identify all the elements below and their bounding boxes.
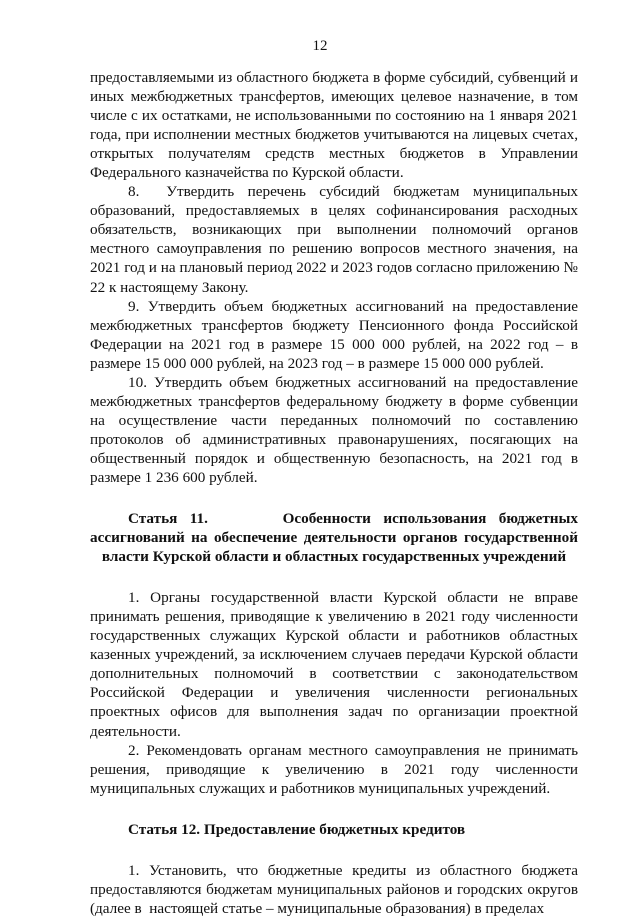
paragraph-10: 10. Утвердить объем бюджетных ассигнований на предоставление межбюджетных трансфертов федеральному бюджету в форме субвенции на осуществление части переданных полномочий по составлению протоколов об административных правонарушениях, посягающих на общественный порядок и общественную безопасность, на 2021 год в размере 1 236 600 рублей.	[90, 373, 578, 486]
document-body	[90, 68, 578, 918]
page-number: 12	[312, 38, 328, 54]
paragraph-8: 8. Утвердить перечень субсидий бюджетам муниципальных образований, предоставляемых в целях софинансирования расходных обязательств, возникающих при выполнении полномочий органов местного самоуправления по решению вопросов местного значения, на 2021 год и на плановый период 2022 и 2023 годов согласно приложению № 22 к настоящему Закону.	[90, 183, 578, 296]
article-12-heading: Статья 12. Предоставление бюджетных кредитов	[128, 820, 466, 838]
paragraph-continuation: предоставляемыми из областного бюджета в форме субсидий, субвенций и иных межбюджетных трансфертов, имеющих целевое назначение, в том числе с их остатками, не использованными по состоянию на 1 января 2021 года, при исполнении местных бюджетов учитываются на лицевых счетах, открытых получателям средств местных бюджетов в Управлении Федерального казначейства по Курской области.	[90, 69, 578, 182]
article-11-heading: Статья 11. Особенности использования бюджетных ассигнований на обеспечение деятельности органов государственной власти Курской области и областных государственных учреждений	[90, 510, 578, 566]
paragraph-9: 9. Утвердить объем бюджетных ассигнований на предоставление межбюджетных трансфертов бюджету Пенсионного фонда Российской Федерации на 2021 год в размере 15 000 000 рублей, на 2022 год – в размере 15 000 000 рублей, на 2023 год – в размере 15 000 000 рублей.	[90, 297, 578, 372]
article-12-paragraph-1: 1. Установить, что бюджетные кредиты из областного бюджета предоставляются бюджетам муниципальных районов и городских округов (далее в настоящей статье – муниципальные образования) в пределах	[90, 861, 578, 917]
article-11-paragraph-1: 1. Органы государственной власти Курской области не вправе принимать решения, приводящие к увеличению в 2021 году численности государственных служащих Курской области и работников областных казенных учреждений, за исключением случаев передачи Курской области дополнительных полномочий в соответствии с законодательством Российской Федерации и увеличения численности региональных проектных офисов для выполнения задач по организации проектной деятельности.	[90, 589, 578, 740]
article-11-paragraph-2: 2. Рекомендовать органам местного самоуправления не принимать решения, приводящие к увеличению в 2021 году численности муниципальных служащих и работников муниципальных учреждений.	[90, 741, 578, 797]
